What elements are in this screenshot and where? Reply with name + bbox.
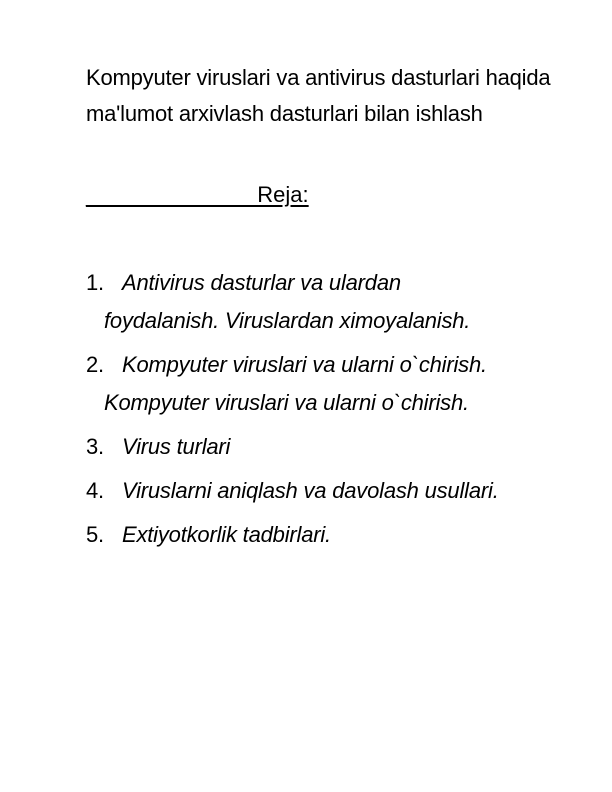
list-item (86, 516, 586, 554)
document-title: Kompyuter viruslari va antivirus dasturlari haqida ma'lumot arxivlash dasturlari bilan ishlash (86, 65, 551, 126)
list-item (86, 428, 586, 466)
list-item (86, 346, 586, 422)
list-item (86, 472, 586, 510)
list-item-text: Extiyotkorlik tadbirlari. (122, 522, 331, 547)
list-item-text: Antivirus dasturlar va ulardan (122, 270, 401, 295)
plan-list (86, 264, 586, 560)
list-item-text-continued: foydalanish. Viruslardan ximoyalanish. (104, 308, 471, 333)
list-item-number: 3. (86, 434, 104, 459)
list-item-number: 2. (86, 352, 104, 377)
list-item-text: Kompyuter viruslari va ularni o`chirish. (122, 352, 487, 377)
list-item-text: Virus turlari (122, 434, 231, 459)
list-item-number: 4. (86, 478, 104, 503)
list-item (86, 264, 586, 340)
list-item-text: Viruslarni aniqlash va davolash usullari. (122, 478, 499, 503)
list-item-number: 5. (86, 522, 104, 547)
list-item-text-continued: Kompyuter viruslari va ularni o`chirish. (104, 390, 469, 415)
list-item-number: 1. (86, 270, 104, 295)
plan-heading: ______________Reja: (86, 182, 309, 207)
